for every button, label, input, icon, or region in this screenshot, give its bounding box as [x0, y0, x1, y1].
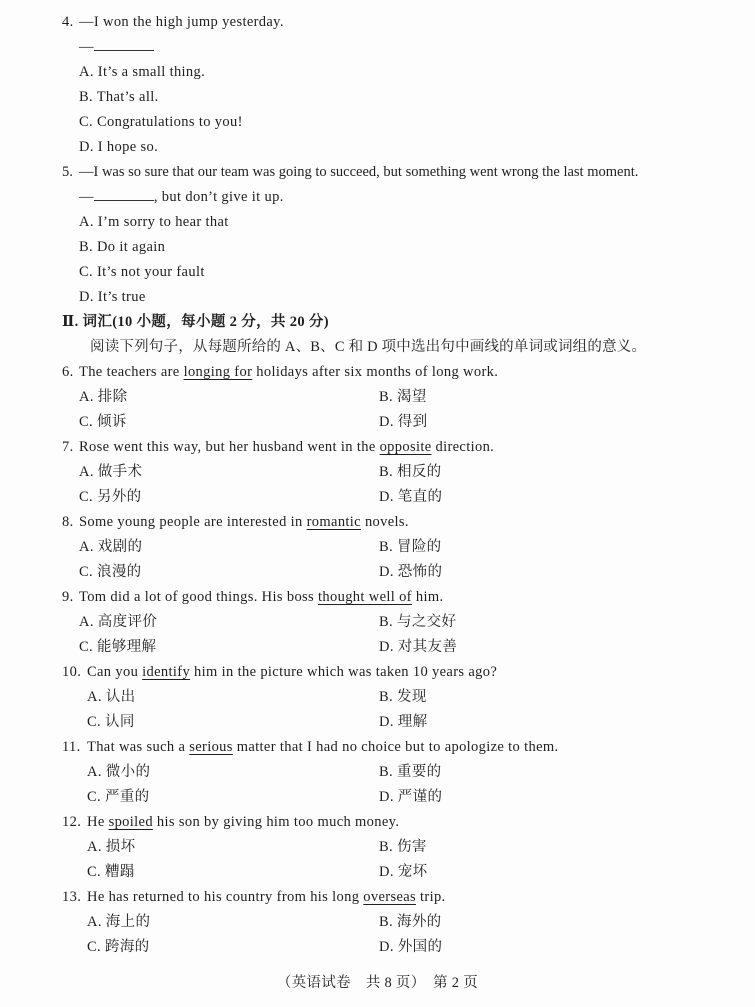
- question-number: 12.: [62, 814, 82, 830]
- page-content: [0, 10, 755, 960]
- underlined-term: identify: [142, 664, 191, 680]
- answer-blank: [94, 185, 154, 201]
- options-row: [0, 935, 755, 960]
- question-stem: —I was so sure that our team was going to succeed, but something went wrong the last moment.: [79, 164, 639, 180]
- section-instructions: 阅读下列句子，从每题所给的 A、B、C 和 D 项中选出句中画线的单词或词组的意义。: [90, 339, 647, 355]
- page-footer: （英语试卷 共 8 页） 第 2 页: [276, 975, 479, 991]
- option-c: C. It’s not your fault: [79, 264, 205, 280]
- question-text: novels.: [360, 514, 409, 530]
- option-a: A. 做手术: [79, 464, 143, 480]
- option-b: B. 发现: [379, 689, 427, 705]
- question-4: [0, 10, 755, 35]
- option-b: B. 渴望: [379, 389, 427, 405]
- option-b: B. 伤害: [379, 839, 427, 855]
- question-6: [0, 360, 755, 385]
- option-b: B. 海外的: [379, 914, 442, 930]
- question-8: [0, 510, 755, 535]
- question-text: his son by giving him too much money.: [152, 814, 400, 830]
- option-c: C. 认同: [87, 714, 135, 730]
- option-a: A. 损坏: [87, 839, 136, 855]
- question-stem: —I won the high jump yesterday.: [79, 14, 284, 30]
- answer-line: [0, 185, 755, 210]
- options-row: [0, 610, 755, 635]
- option-c: C. Congratulations to you!: [79, 114, 243, 130]
- question-text: Can you: [87, 664, 143, 680]
- option-a: A. 排除: [79, 389, 128, 405]
- option-a: A. I’m sorry to hear that: [79, 214, 229, 230]
- options-row: [0, 560, 755, 585]
- option-b: B. 与之交好: [379, 614, 457, 630]
- option-a: A. 海上的: [87, 914, 151, 930]
- question-text: holidays after six months of long work.: [252, 364, 499, 380]
- answer-prefix: —: [79, 189, 94, 205]
- question-12: [0, 810, 755, 835]
- underlined-term: serious: [189, 739, 233, 755]
- question-text: Tom did a lot of good things. His boss: [79, 589, 319, 605]
- question-5: [0, 160, 755, 185]
- option-a: A. 戏剧的: [79, 539, 143, 555]
- option-d: D. I hope so.: [79, 139, 159, 155]
- option-d: D. 得到: [379, 414, 428, 430]
- option-c: C. 能够理解: [79, 639, 157, 655]
- section-title: Ⅱ. 词汇(10 小题，每小题 2 分，共 20 分): [62, 314, 329, 330]
- question-number: 9.: [62, 589, 74, 605]
- options-row: [0, 910, 755, 935]
- option-b: B. 相反的: [379, 464, 442, 480]
- answer-suffix: , but don’t give it up.: [153, 189, 284, 205]
- question-number: 5.: [62, 164, 73, 180]
- question-number: 6.: [62, 364, 74, 380]
- question-number: 13.: [62, 889, 82, 905]
- underlined-term: thought well of: [318, 589, 412, 605]
- options-row: [0, 785, 755, 810]
- option-d: D. 外国的: [379, 939, 443, 955]
- options-row: [0, 410, 755, 435]
- question-number: 11.: [62, 739, 81, 755]
- underlined-term: romantic: [306, 514, 361, 530]
- question-text: The teachers are: [79, 364, 184, 380]
- option-d: D. 笔直的: [379, 489, 443, 505]
- question-11: [0, 735, 755, 760]
- question-number: 4.: [62, 14, 74, 30]
- options-row: [0, 535, 755, 560]
- options-row: [0, 635, 755, 660]
- option-d: D. It’s true: [79, 289, 146, 305]
- underlined-term: spoiled: [108, 814, 153, 830]
- options-row: [0, 835, 755, 860]
- option-c: C. 浪漫的: [79, 564, 142, 580]
- option-d: D. 理解: [379, 714, 428, 730]
- option-b: B. Do it again: [79, 239, 166, 255]
- question-text: matter that I had no choice but to apologize to them.: [232, 739, 559, 755]
- question-10: [0, 660, 755, 685]
- options-row: [0, 685, 755, 710]
- options-row: [0, 860, 755, 885]
- question-number: 8.: [62, 514, 74, 530]
- options-row: [0, 485, 755, 510]
- answer-blank: [94, 35, 154, 51]
- option-b: B. That’s all.: [79, 89, 159, 105]
- underlined-term: longing for: [183, 364, 253, 380]
- answer-prefix: —: [79, 39, 94, 55]
- question-7: [0, 435, 755, 460]
- options-row: [0, 460, 755, 485]
- option-c: C. 另外的: [79, 489, 142, 505]
- option-a: A. 认出: [87, 689, 136, 705]
- question-text: He: [87, 814, 109, 830]
- question-text: trip.: [416, 889, 446, 905]
- question-text: Rose went this way, but her husband went in the: [79, 439, 380, 455]
- option-a: A. 高度评价: [79, 614, 158, 630]
- option-a: A. It’s a small thing.: [79, 64, 206, 80]
- option-d: D. 恐怖的: [379, 564, 443, 580]
- question-text: him.: [411, 589, 444, 605]
- options-row: [0, 710, 755, 735]
- question-text: He has returned to his country from his long: [87, 889, 364, 905]
- question-number: 10.: [62, 664, 82, 680]
- option-b: B. 重要的: [379, 764, 442, 780]
- question-text: him in the picture which was taken 10 years ago?: [190, 664, 498, 680]
- question-13: [0, 885, 755, 910]
- options-row: [0, 385, 755, 410]
- question-text: That was such a: [87, 739, 190, 755]
- option-c: C. 跨海的: [87, 939, 150, 955]
- option-d: D. 严谨的: [379, 789, 443, 805]
- underlined-term: opposite: [379, 439, 432, 455]
- question-number: 7.: [62, 439, 74, 455]
- options-row: [0, 760, 755, 785]
- option-c: C. 倾诉: [79, 414, 127, 430]
- option-d: D. 对其友善: [379, 639, 458, 655]
- option-c: C. 糟蹋: [87, 864, 135, 880]
- option-b: B. 冒险的: [379, 539, 442, 555]
- question-text: Some young people are interested in: [79, 514, 307, 530]
- question-9: [0, 585, 755, 610]
- underlined-term: overseas: [363, 889, 417, 905]
- question-text: direction.: [431, 439, 495, 455]
- option-d: D. 宠坏: [379, 864, 428, 880]
- option-c: C. 严重的: [87, 789, 150, 805]
- option-a: A. 微小的: [87, 764, 151, 780]
- answer-line: [0, 35, 755, 60]
